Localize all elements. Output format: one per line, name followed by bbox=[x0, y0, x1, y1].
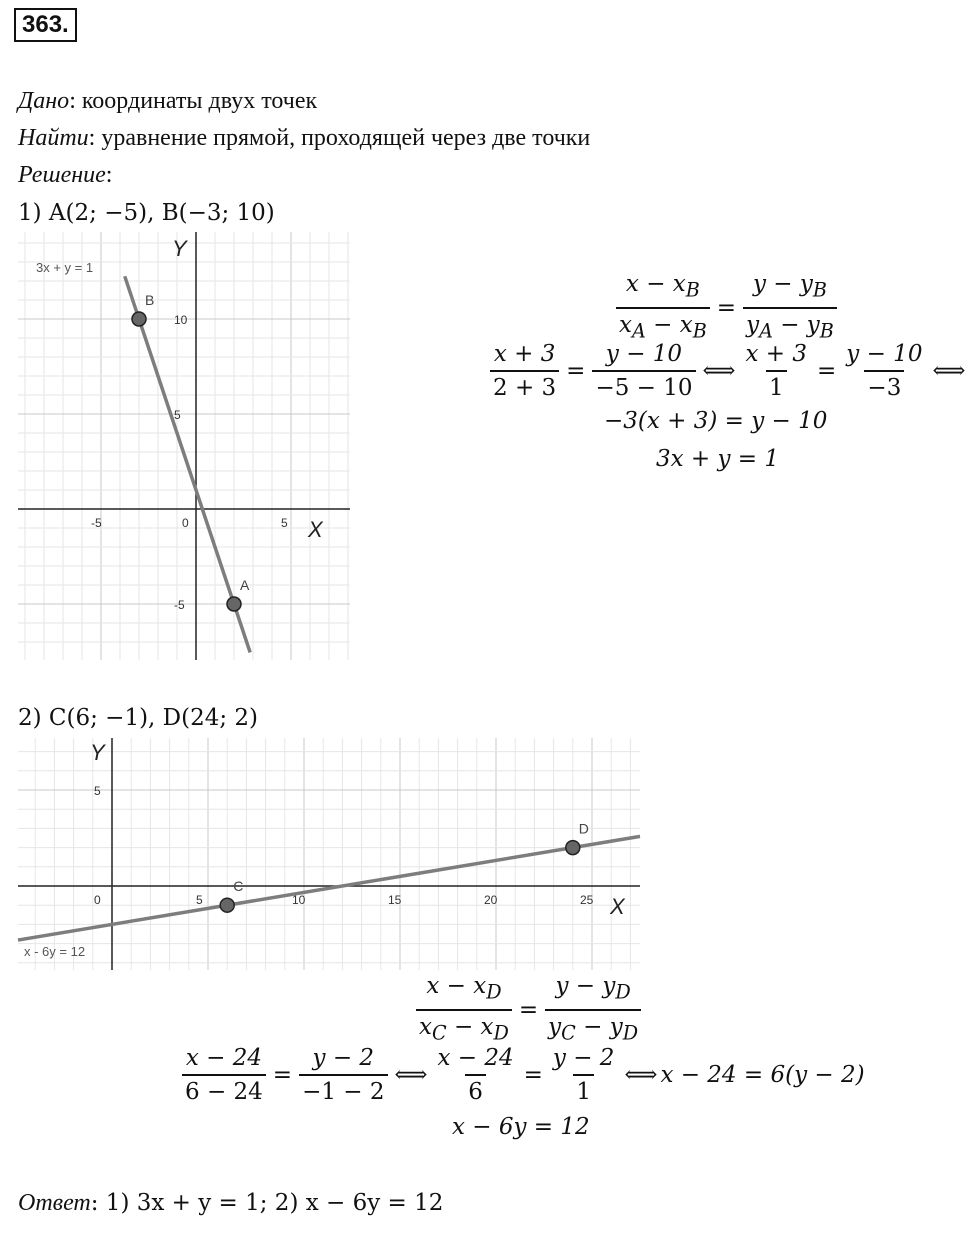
point-C bbox=[220, 898, 234, 912]
solution-text: : bbox=[105, 162, 113, 188]
x-axis-label: X bbox=[610, 894, 625, 919]
x-axis-label: X bbox=[308, 517, 323, 542]
x-tick-label: 15 bbox=[388, 893, 402, 907]
point-label: A bbox=[240, 577, 250, 593]
frac-numerator: $x - x_D$ bbox=[426, 973, 502, 1004]
problem-number: 363. bbox=[14, 8, 77, 42]
part2-formula-general bbox=[412, 970, 645, 1049]
iff-sign: ⟺ bbox=[932, 358, 966, 384]
equals-sign: = bbox=[716, 294, 737, 321]
answer-line bbox=[18, 1188, 443, 1218]
iff-sign: ⟺ bbox=[394, 1062, 428, 1088]
frac-denominator: $y_C - y_D$ bbox=[545, 1009, 641, 1050]
frac-numerator: x + 3 bbox=[493, 341, 556, 367]
fraction bbox=[743, 268, 837, 347]
part2-header: 2) C(6; −1), D(24; 2) bbox=[18, 705, 259, 731]
graph-2 bbox=[18, 738, 640, 970]
point-D bbox=[566, 841, 580, 855]
frac-numerator: x − 24 bbox=[185, 1045, 262, 1071]
frac-numerator: y − 10 bbox=[846, 341, 923, 367]
equals-sign: = bbox=[272, 1062, 293, 1088]
part1-formula-substituted bbox=[486, 338, 968, 404]
x-tick-label: 25 bbox=[580, 893, 594, 907]
graph-1 bbox=[18, 232, 350, 660]
point-label: D bbox=[578, 820, 589, 837]
frac-numerator: $x - x_B$ bbox=[625, 271, 700, 302]
frac-denominator: 1 bbox=[573, 1074, 594, 1108]
fraction bbox=[182, 1042, 266, 1108]
y-axis-label: Y bbox=[172, 236, 187, 261]
fraction bbox=[592, 338, 695, 404]
frac-denominator: 2 + 3 bbox=[490, 370, 559, 404]
fraction bbox=[616, 268, 710, 347]
given-line bbox=[18, 86, 317, 116]
frac-denominator: −1 − 2 bbox=[299, 1074, 387, 1108]
x-tick-label: 0 bbox=[94, 893, 101, 907]
iff-sign: ⟺ bbox=[624, 1062, 658, 1088]
fraction bbox=[299, 1042, 387, 1108]
y-tick-label: 5 bbox=[94, 784, 101, 798]
fraction bbox=[490, 338, 559, 404]
equals-sign: = bbox=[523, 1062, 543, 1088]
part2-formula-tail: x − 24 = 6(y − 2) bbox=[660, 1062, 865, 1088]
frac-numerator: x − 24 bbox=[437, 1045, 514, 1071]
frac-denominator: −5 − 10 bbox=[592, 370, 695, 404]
fraction bbox=[743, 338, 811, 404]
frac-numerator: y − 10 bbox=[605, 341, 683, 367]
frac-numerator: $y - y_B$ bbox=[752, 271, 827, 302]
fraction bbox=[416, 970, 512, 1049]
solution-line bbox=[18, 160, 112, 190]
point-B bbox=[132, 312, 146, 326]
x-tick-label: 5 bbox=[281, 516, 288, 530]
part1-formula-general bbox=[612, 268, 841, 347]
y-tick-label: 10 bbox=[174, 313, 188, 327]
point-label: C bbox=[233, 878, 244, 895]
line-3x-plus-y-eq-1 bbox=[125, 276, 250, 652]
iff-sign: ⟺ bbox=[702, 358, 736, 384]
equation-label: x - 6y = 12 bbox=[24, 944, 86, 959]
fraction bbox=[545, 970, 641, 1049]
fraction bbox=[435, 1042, 517, 1108]
x-tick-label: 0 bbox=[182, 516, 189, 530]
equals-sign: = bbox=[566, 358, 586, 384]
answer-text: : 1) 3x + y = 1; 2) x − 6y = 12 bbox=[90, 1190, 444, 1216]
point-A bbox=[227, 597, 241, 611]
y-tick-label: -5 bbox=[174, 598, 185, 612]
find-label: Найти bbox=[18, 125, 89, 151]
x-tick-label: 5 bbox=[196, 893, 203, 907]
given-text: : координаты двух точек bbox=[69, 88, 318, 114]
frac-denominator: 1 bbox=[766, 370, 787, 404]
frac-denominator: $y_A - y_B$ bbox=[743, 307, 837, 348]
y-tick-label: 5 bbox=[174, 408, 181, 422]
point-label: B bbox=[145, 292, 155, 308]
y-axis-label: Y bbox=[90, 740, 105, 765]
solution-label: Решение bbox=[18, 162, 106, 188]
frac-denominator: 6 bbox=[465, 1074, 486, 1108]
equals-sign: = bbox=[817, 358, 837, 384]
x-tick-label: 20 bbox=[484, 893, 498, 907]
frac-numerator: y − 2 bbox=[312, 1045, 375, 1071]
frac-numerator: x + 3 bbox=[745, 341, 808, 367]
part1-header: 1) A(2; −5), B(−3; 10) bbox=[18, 200, 275, 226]
frac-numerator: $y - y_D$ bbox=[555, 973, 631, 1004]
equation-label: 3x + y = 1 bbox=[36, 260, 94, 275]
equals-sign: = bbox=[518, 996, 539, 1023]
part1-formula-expanded: −3(x + 3) = y − 10 bbox=[604, 408, 828, 434]
part2-formula-result: x − 6y = 12 bbox=[452, 1114, 590, 1140]
frac-denominator: −3 bbox=[864, 370, 904, 404]
frac-denominator: 6 − 24 bbox=[182, 1074, 266, 1108]
x-tick-label: -5 bbox=[91, 516, 102, 530]
part1-formula-result: 3x + y = 1 bbox=[656, 446, 780, 472]
find-text: : уравнение прямой, проходящей через две точки bbox=[88, 125, 591, 151]
given-label: Дано bbox=[18, 88, 70, 114]
answer-label: Ответ bbox=[18, 1190, 91, 1216]
frac-denominator: $x_C - x_D$ bbox=[416, 1009, 512, 1050]
x-tick-label: 10 bbox=[292, 893, 306, 907]
fraction bbox=[843, 338, 925, 404]
frac-numerator: y − 2 bbox=[552, 1045, 615, 1071]
find-line bbox=[18, 123, 590, 153]
part2-formula-substituted bbox=[178, 1042, 865, 1108]
fraction bbox=[550, 1042, 618, 1108]
frac-denominator: $x_A - x_B$ bbox=[616, 307, 710, 348]
